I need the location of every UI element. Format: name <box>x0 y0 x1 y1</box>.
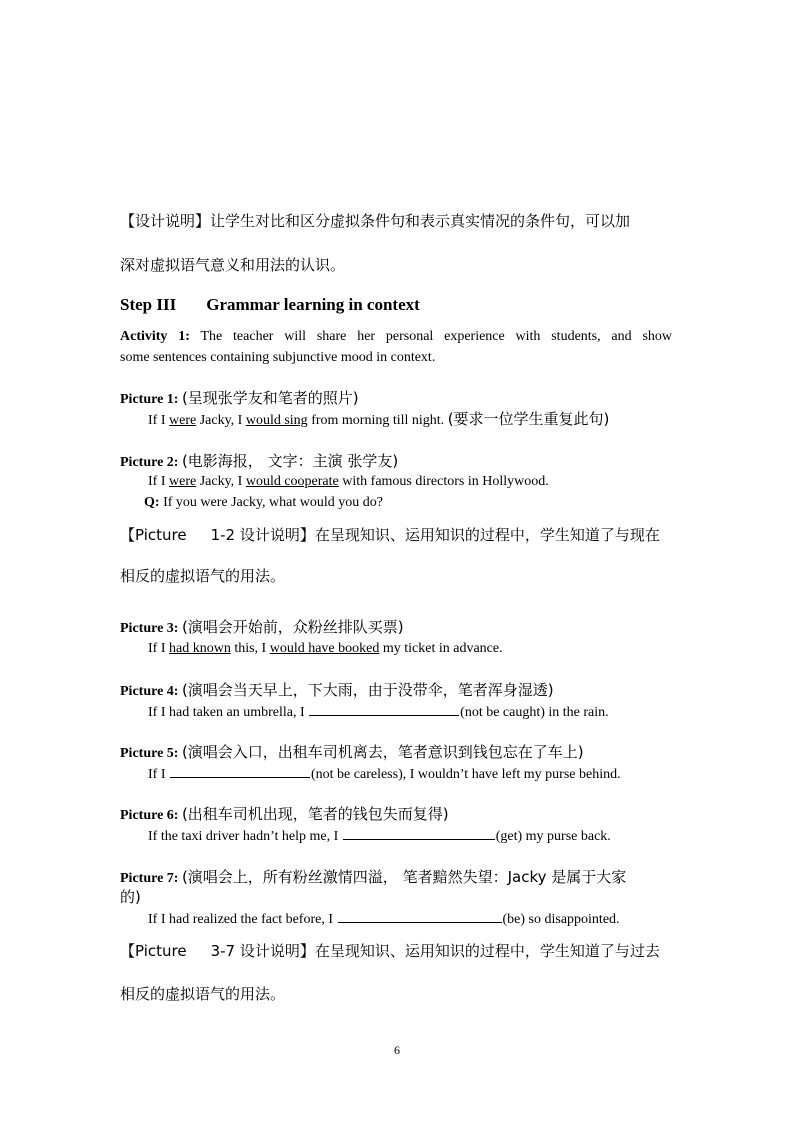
picture-2-desc: (电影海报， 文字：主演 张学友) <box>181 452 399 470</box>
picture-3-heading <box>120 618 404 638</box>
picture-2-question <box>144 494 383 512</box>
sentence-part: (be) so disappointed. <box>502 912 620 927</box>
picture-7-desc-2: 的) <box>120 888 141 906</box>
picture-3-label: Picture 3: <box>120 621 179 636</box>
picture-4-label: Picture 4: <box>120 684 179 699</box>
picture-2-heading <box>120 452 398 472</box>
picture-6-sentence <box>148 826 611 846</box>
underlined-verb: would cooperate <box>245 474 339 489</box>
picture-2-sentence <box>148 473 549 491</box>
picture-7-label: Picture 7: <box>120 871 179 886</box>
picture-5-sentence <box>148 764 621 784</box>
sentence-part: If I <box>148 413 169 428</box>
picture-3-sentence <box>148 640 503 658</box>
picture-2-label: Picture 2: <box>120 455 179 470</box>
sentence-part: (get) my purse back. <box>495 829 611 844</box>
picture-6-heading <box>120 805 449 825</box>
sentence-part: If I had taken an umbrella, I <box>148 705 309 720</box>
step-number: Step III <box>120 295 177 314</box>
picture-1-heading <box>120 389 359 409</box>
sentence-part: If I <box>148 767 169 782</box>
note-text: 设计说明】在呈现知识、运用知识的过程中，学生知道了与现在 <box>239 526 660 544</box>
answer-blank <box>338 909 502 923</box>
design-note-1-line-2: 深对虚拟语气意义和用法的认识。 <box>120 256 346 274</box>
picture-4-heading <box>120 681 554 701</box>
picture-5-heading <box>120 743 584 763</box>
design-note-2-line-1 <box>120 526 660 544</box>
picture-3-desc: (演唱会开始前，众粉丝排队买票) <box>181 618 404 636</box>
note-range: 1-2 <box>210 526 236 544</box>
step-title: Grammar learning in context <box>206 295 420 314</box>
picture-1-sentence <box>148 410 609 430</box>
underlined-verb: would have booked <box>269 641 380 656</box>
note-prefix: 【Picture <box>120 942 187 960</box>
sentence-part: If I <box>148 641 169 656</box>
picture-4-sentence <box>148 702 609 722</box>
design-note-1-line-1: 【设计说明】让学生对比和区分虚拟条件句和表示真实情况的条件句，可以加 <box>120 212 631 230</box>
picture-5-desc: (演唱会入口，出租车司机离去，笔者意识到钱包忘在了车上) <box>181 743 584 761</box>
picture-7-sentence <box>148 909 620 929</box>
sentence-part: Jacky, I <box>196 413 246 428</box>
underlined-verb: had known <box>169 641 231 656</box>
picture-1-desc: (呈现张学友和笔者的照片) <box>181 389 359 407</box>
page-number: 6 <box>394 1043 400 1057</box>
answer-blank <box>170 764 310 778</box>
picture-7-heading <box>120 868 626 888</box>
picture-5-label: Picture 5: <box>120 746 179 761</box>
picture-6-label: Picture 6: <box>120 808 179 823</box>
step-heading <box>120 296 420 314</box>
sentence-part: If I had realized the fact before, I <box>148 912 337 927</box>
answer-blank <box>309 702 459 716</box>
picture-7-desc-1: (演唱会上，所有粉丝激情四溢， 笔者黯然失望：Jacky 是属于大家 <box>181 868 627 886</box>
picture-6-desc: (出租车司机出现，笔者的钱包失而复得) <box>181 805 449 823</box>
question-label: Q: <box>144 495 160 510</box>
sentence-note: (要求一位学生重复此句) <box>447 410 610 428</box>
sentence-part: with famous directors in Hollywood. <box>338 474 549 489</box>
underlined-verb: would sing <box>245 413 308 428</box>
activity-1-text-1: The teacher will share her personal experience with students, and show <box>200 329 673 344</box>
sentence-part: this, I <box>230 641 270 656</box>
sentence-part: If I <box>148 474 169 489</box>
design-note-3-line-2: 相反的虚拟语气的用法。 <box>120 985 286 1003</box>
underlined-verb: were <box>169 474 197 489</box>
note-range: 3-7 <box>210 942 236 960</box>
activity-1-label: Activity 1: <box>120 329 190 344</box>
activity-1-line-1 <box>120 328 672 346</box>
underlined-verb: were <box>169 413 197 428</box>
note-prefix: 【Picture <box>120 526 187 544</box>
design-note-3-line-1 <box>120 942 660 960</box>
question-text: If you were Jacky, what would you do? <box>163 495 383 510</box>
sentence-part: If the taxi driver hadn’t help me, I <box>148 829 342 844</box>
sentence-part: (not be caught) in the rain. <box>460 705 609 720</box>
picture-4-desc: (演唱会当天早上，下大雨，由于没带伞，笔者浑身湿透) <box>181 681 554 699</box>
picture-1-label: Picture 1: <box>120 392 179 407</box>
activity-1-line-2: some sentences containing subjunctive mood in context. <box>120 350 436 365</box>
sentence-part: my ticket in advance. <box>379 641 503 656</box>
design-note-2-line-2: 相反的虚拟语气的用法。 <box>120 567 286 585</box>
answer-blank <box>343 826 495 840</box>
sentence-part: (not be careless), I wouldn’t have left my purse behind. <box>311 767 621 782</box>
sentence-part: Jacky, I <box>196 474 246 489</box>
note-text: 设计说明】在呈现知识、运用知识的过程中，学生知道了与过去 <box>239 942 660 960</box>
sentence-part: from morning till night. <box>307 413 445 428</box>
